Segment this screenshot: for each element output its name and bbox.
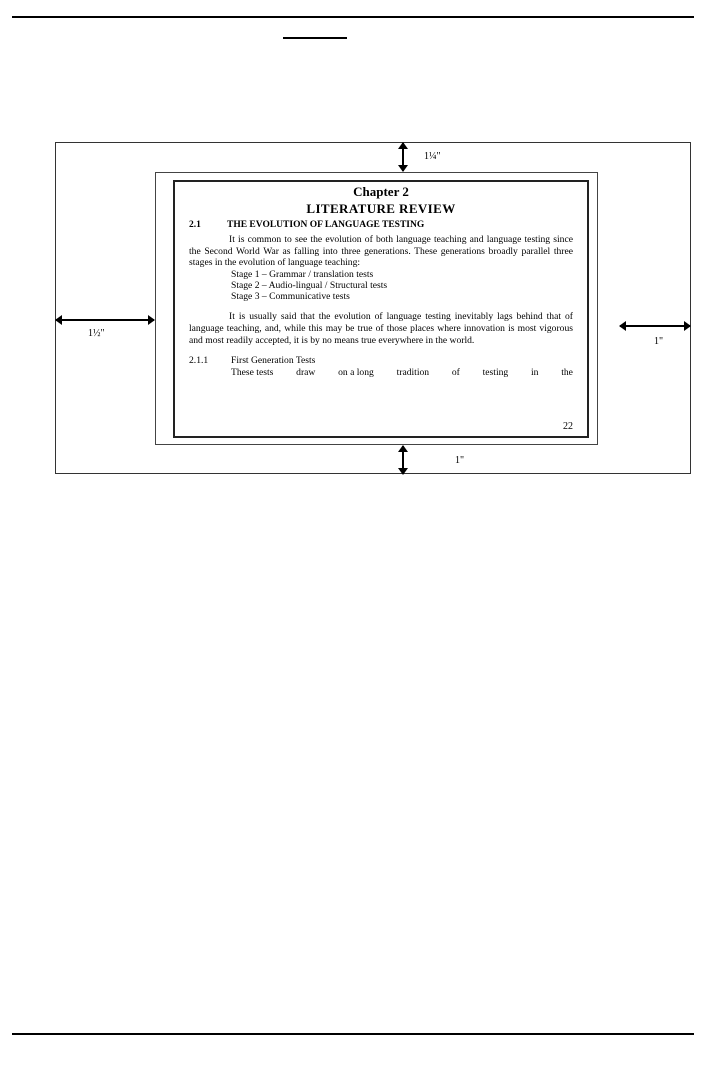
subsection-word: testing (482, 367, 509, 379)
title-underline (283, 37, 347, 39)
right-margin-label: 1" (654, 336, 664, 347)
bottom-rule (12, 1033, 694, 1035)
subsection-word: on a long (338, 367, 374, 379)
bottom-margin-arrow (402, 446, 404, 474)
top-rule (12, 16, 694, 18)
stages-list (231, 269, 573, 303)
section-title: THE EVOLUTION OF LANGUAGE TESTING (227, 220, 425, 230)
subsection-word: in (530, 367, 539, 379)
subsection-text (231, 367, 573, 379)
right-margin-arrow (620, 325, 690, 327)
subsection-word: the (561, 367, 573, 379)
paragraph-2: It is usually said that the evolution of language testing inevitably lags behind that of language teaching, and, while this may be true of those places where innovation is most vigorous and most readily accepted, it is by no means true everywhere in the world. (189, 311, 573, 346)
top-margin-label: 1¼" (424, 151, 441, 162)
section-number: 2.1 (189, 220, 201, 230)
left-margin-arrow (56, 319, 154, 321)
page-number: 22 (563, 421, 573, 432)
subsection-heading (189, 355, 573, 367)
subsection-word: These tests (231, 367, 274, 379)
stage-item: Stage 1 – Grammar / translation tests (231, 268, 374, 280)
top-margin-arrow (402, 143, 404, 171)
sample-page (173, 180, 589, 438)
subsection-number: 2.1.1 (189, 355, 209, 367)
subsection-title: First Generation Tests (231, 355, 316, 367)
stage-item: Stage 2 – Audio-lingual / Structural tests (231, 279, 388, 291)
stage-item: Stage 3 – Communicative tests (231, 291, 350, 303)
bottom-margin-label: 1" (455, 455, 465, 466)
subsection-word: of (451, 367, 460, 379)
section-heading (189, 218, 573, 232)
left-margin-label: 1½" (88, 328, 105, 339)
paragraph-1: It is common to see the evolution of both language teaching and language testing since the Second World War as falling into three generations. These generations broadly parallel three stages in the evolution of language teaching: (189, 234, 573, 269)
chapter-title: LITERATURE REVIEW (306, 201, 456, 216)
chapter-number: Chapter 2 (353, 184, 409, 199)
subsection-word: tradition (396, 367, 430, 379)
subsection-word: draw (296, 367, 316, 379)
